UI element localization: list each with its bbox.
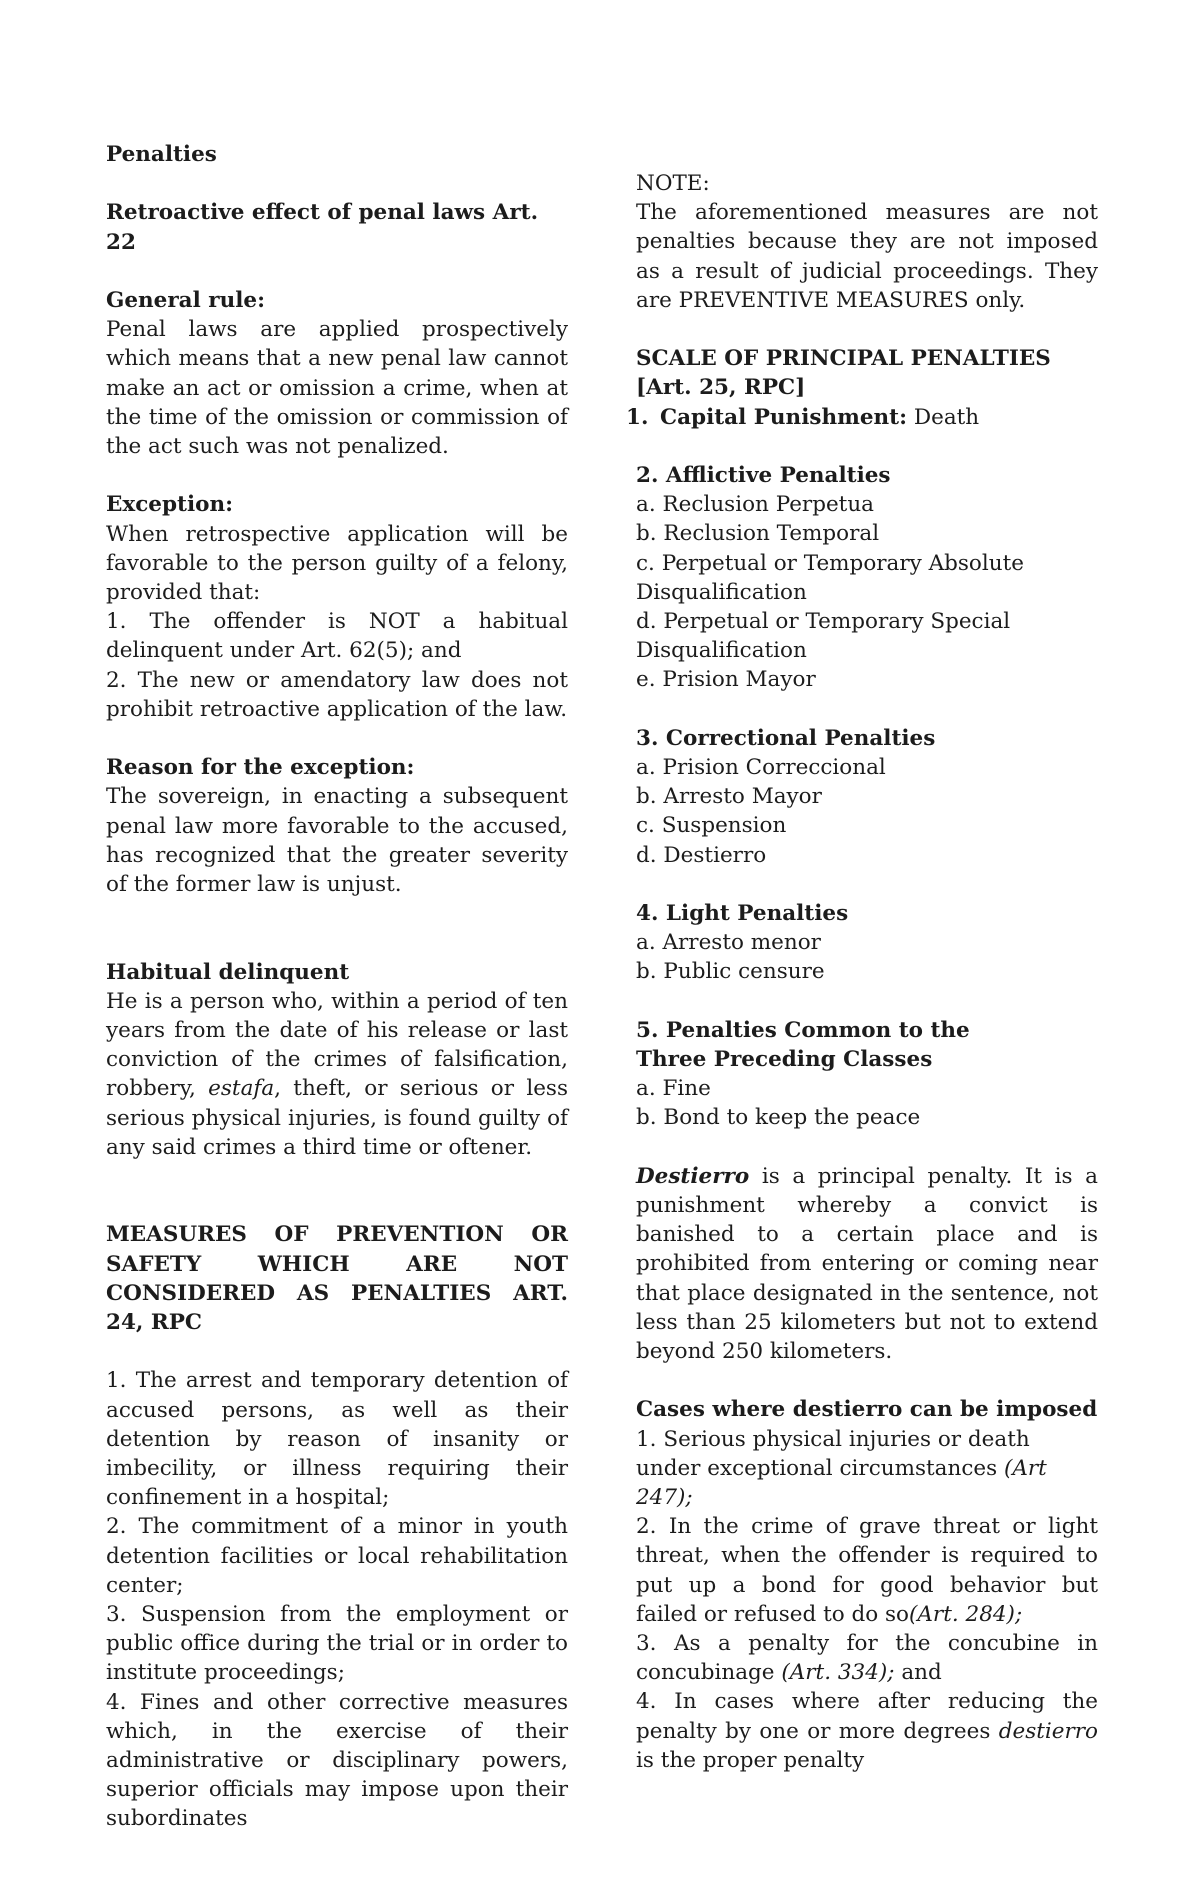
case-italic: destierro [998,1718,1098,1744]
destierro-definition [636,1162,1098,1366]
afflictive-heading: 2. Afflictive Penalties [636,463,891,488]
general-rule-heading: General rule: [106,287,266,313]
right-column [626,169,1098,1775]
capital-value: Death [907,404,980,430]
case-item [636,1512,1098,1629]
scale-heading: SCALE OF PRINCIPAL PENALTIES [636,346,1051,372]
afflictive-item: a. Reclusion Perpetua [636,492,874,518]
measures-item: 4. Fines and other corrective measures which, in the exercise of their administrative or disciplinary powers, superior officials may impose upon their subordinates [106,1689,568,1832]
afflictive-item: d. Perpetual or Temporary Special Disqualification [636,609,1011,664]
habitual-delinquent-text [106,987,568,1162]
note-heading: NOTE: [636,171,710,196]
case-text: 2. In the crime of grave threat or light threat, when the offender is required to put up a bond for good behavior but failed or refused to do so [636,1514,1098,1627]
cases-heading: Cases where destierro can be imposed [636,1397,1098,1423]
list-number: 1. [626,404,649,430]
case-item [636,1687,1098,1775]
exception-item: 2. The new or amendatory law does not prohibit retroactive application of the law. [106,667,568,722]
afflictive-item: e. Prision Mayor [636,667,816,693]
measures-item: 3. Suspension from the employment or public office during the trial or in order to institute proceedings; [106,1602,568,1686]
habitual-text-part: , theft, or serious or less serious physical injuries, is found guilty of any said crimes a third time or oftener. [106,1076,568,1160]
case-text: 3. As a penalty for the concubine in concubinage [636,1631,1098,1686]
light-penalties-heading: 4. Light Penalties [636,901,849,927]
left-column [106,140,568,1834]
habitual-delinquent-heading: Habitual delinquent [106,959,350,985]
common-penalties-heading: 5. Penalties Common to the Three Preceding Classes [636,1017,970,1073]
scale-heading-ref: [Art. 25, RPC] [636,375,806,401]
light-item: a. Arresto menor [636,930,821,956]
common-item: a. Fine [636,1076,711,1102]
common-item: b. Bond to keep the peace [636,1105,921,1131]
measures-item: 1. The arrest and temporary detention of accused persons, as well as their detention by reason of insanity or imbecility, or illness requiring their confinement in a hospital; [106,1368,568,1511]
afflictive-item: b. Reclusion Temporal [636,521,880,547]
retroactive-heading: Retroactive effect of penal laws Art. 22 [106,200,539,255]
case-item [636,1425,1098,1513]
correctional-heading: 3. Correctional Penalties [636,725,936,751]
note-text: The aforementioned measures are not penalties because they are not imposed as a result of judicial proceedings. They are PREVENTIVE MEASURES only. [636,200,1098,313]
afflictive-item: c. Perpetual or Temporary Absolute Disqualification [636,550,1024,605]
measures-heading: MEASURES OF PREVENTION OR SAFETY WHICH ARE NOT CONSIDERED AS PENALTIES ART. 24, RPC [106,1222,568,1336]
general-rule-text: Penal laws are applied prospectively which means that a new penal law cannot make an act or omission a crime, when at the time of the omission or commission of the act such was not penalized. [106,317,568,459]
destierro-text: is a principal penalty. It is a punishment whereby a convict is banished to a certain place and is prohibited from entering or coming near that place designated in the sentence, not less than 25 kilometers but not to extend beyond 250 kilometers. [636,1163,1098,1365]
exception-item: 1. The offender is NOT a habitual delinquent under Art. 62(5); and [106,609,568,664]
reason-text: The sovereign, in enacting a subsequent penal law more favorable to the accused, has recognized that the greater severity of the former law is unjust. [106,784,568,898]
case-item [636,1629,1098,1687]
case-text: 1. Serious physical injuries or death under exceptional circumstances [636,1426,1030,1481]
exception-heading: Exception: [106,492,234,518]
habitual-text-italic: estafa [208,1076,275,1102]
correctional-item: d. Destierro [636,842,767,868]
measures-item: 2. The commitment of a minor in youth detention facilities or local rehabilitation center; [106,1514,568,1598]
correctional-item: a. Prision Correccional [636,755,886,781]
case-text: is the proper penalty [636,1747,865,1773]
habitual-text-part: He is a person who, within a period of ten years from the date of his release or last conviction of the crimes of falsification, robbery, [106,988,568,1102]
case-ref: (Art. 334); [781,1660,895,1686]
case-ref: (Art. 284); [909,1601,1023,1627]
reason-heading: Reason for the exception: [106,755,415,781]
case-tail: and [894,1660,942,1686]
capital-label: Capital Punishment: [660,404,908,430]
case-text: 4. In cases where after reducing the penalty by one or more degrees [636,1689,1098,1744]
capital-punishment-item [626,403,1098,432]
correctional-item: b. Arresto Mayor [636,784,822,810]
page-title: Penalties [106,142,217,167]
correctional-item: c. Suspension [636,813,787,839]
destierro-term: Destierro [636,1163,750,1189]
light-item: b. Public censure [636,959,825,985]
case-ref: (Art 247); [636,1455,1047,1511]
exception-text: When retrospective application will be favorable to the person guilty of a felony, provided that: [106,521,568,605]
